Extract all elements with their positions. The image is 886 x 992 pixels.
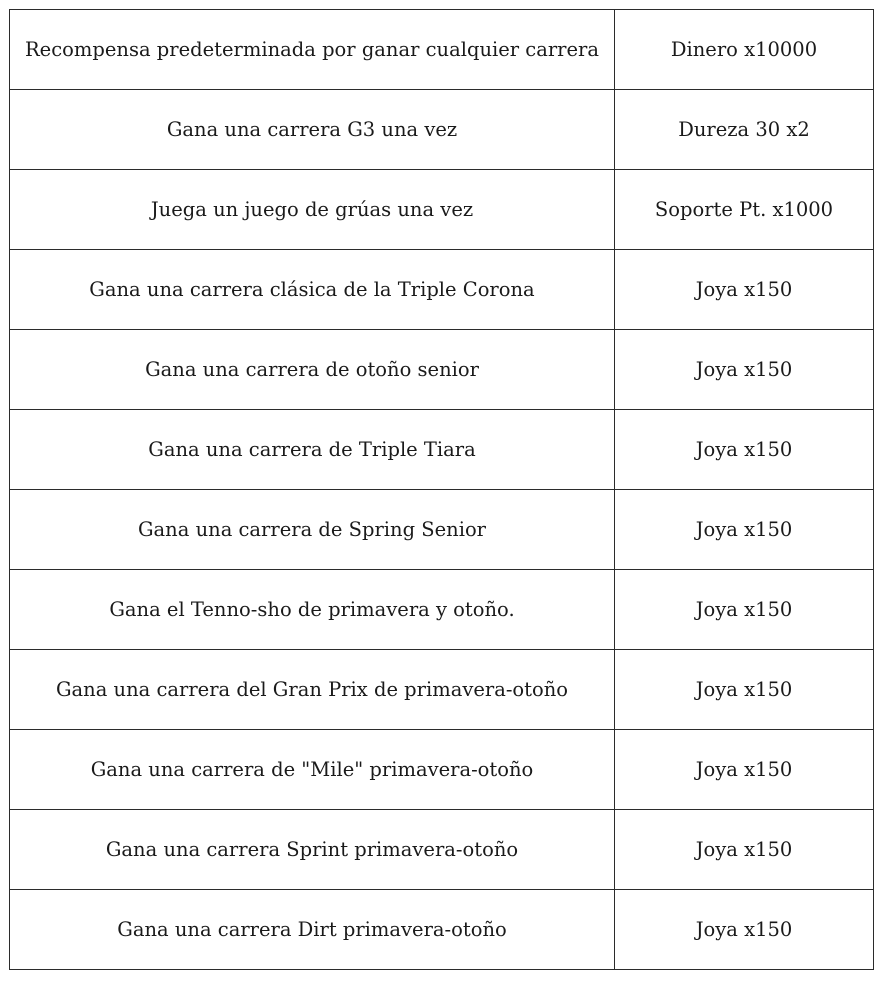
condition-cell: Gana una carrera clásica de la Triple Corona (10, 250, 615, 330)
table-row (10, 890, 874, 970)
condition-cell: Gana una carrera del Gran Prix de primavera-otoño (10, 650, 615, 730)
condition-cell: Gana una carrera Sprint primavera-otoño (10, 810, 615, 890)
reward-cell: Joya x150 (615, 410, 874, 490)
condition-cell: Gana una carrera G3 una vez (10, 90, 615, 170)
table-row (10, 90, 874, 170)
reward-cell: Joya x150 (615, 810, 874, 890)
table-row (10, 810, 874, 890)
reward-cell: Dinero x10000 (615, 10, 874, 90)
condition-cell: Gana el Tenno-sho de primavera y otoño. (10, 570, 615, 650)
table-row (10, 250, 874, 330)
condition-cell: Gana una carrera de otoño senior (10, 330, 615, 410)
table-row (10, 10, 874, 90)
condition-cell: Gana una carrera de Spring Senior (10, 490, 615, 570)
table-row (10, 490, 874, 570)
condition-cell: Gana una carrera Dirt primavera-otoño (10, 890, 615, 970)
reward-cell: Joya x150 (615, 330, 874, 410)
table-row (10, 410, 874, 490)
reward-cell: Joya x150 (615, 570, 874, 650)
reward-cell: Joya x150 (615, 650, 874, 730)
reward-cell: Joya x150 (615, 250, 874, 330)
table-row (10, 170, 874, 250)
table-row (10, 330, 874, 410)
reward-cell: Joya x150 (615, 890, 874, 970)
condition-cell: Gana una carrera de "Mile" primavera-otoño (10, 730, 615, 810)
condition-cell: Recompensa predeterminada por ganar cualquier carrera (10, 10, 615, 90)
reward-cell: Joya x150 (615, 730, 874, 810)
table-row (10, 730, 874, 810)
condition-cell: Gana una carrera de Triple Tiara (10, 410, 615, 490)
reward-cell: Soporte Pt. x1000 (615, 170, 874, 250)
table-row (10, 570, 874, 650)
rewards-table (9, 9, 874, 970)
reward-cell: Joya x150 (615, 490, 874, 570)
reward-cell: Dureza 30 x2 (615, 90, 874, 170)
condition-cell: Juega un juego de grúas una vez (10, 170, 615, 250)
table-row (10, 650, 874, 730)
